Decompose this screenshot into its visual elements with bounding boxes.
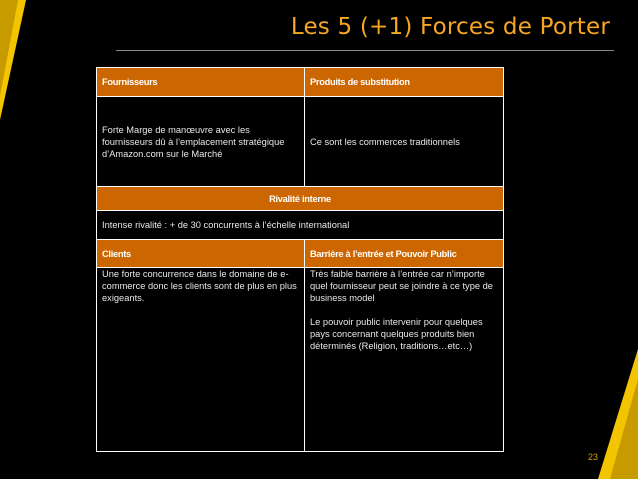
header-rivalite-interne: Rivalité interne (97, 187, 504, 211)
slide-title: Les 5 (+1) Forces de Porter (290, 14, 610, 40)
cell-produits-substitution: Ce sont les commerces traditionnels (305, 97, 504, 187)
table-row (97, 211, 504, 240)
corner-decoration-top-left-inner (0, 0, 18, 96)
header-fournisseurs: Fournisseurs (97, 68, 305, 97)
cell-clients (97, 268, 305, 452)
page-number: 23 (588, 452, 599, 462)
cell-barriere-paragraph-1: Très faible barrière à l’entrée car n’importe quel fournisseur peut se joindre à ce type de business model (310, 269, 493, 303)
cell-clients-text: Une forte concurrence dans le domaine de e-commerce donc les clients sont de plus en plus exigeants. (102, 269, 297, 303)
corner-decoration-bottom-right-inner (610, 379, 638, 479)
header-clients: Clients (97, 240, 305, 268)
table-row (97, 268, 504, 452)
header-produits-substitution: Produits de substitution (305, 68, 504, 97)
table-row (97, 240, 504, 268)
cell-barriere-pouvoir-public (305, 268, 504, 452)
title-underline (116, 50, 614, 51)
cell-fournisseurs: Forte Marge de manœuvre avec les fournisseurs dû à l’emplacement stratégique d’Amazon.com sur le Marché (97, 97, 305, 187)
porter-forces-table (96, 67, 504, 452)
header-barriere-pouvoir-public: Barrière à l’entrée et Pouvoir Public (305, 240, 504, 268)
cell-rivalite-interne: Intense rivalité : + de 30 concurrents à l’échelle international (97, 211, 504, 240)
table-row (97, 97, 504, 187)
cell-barriere-paragraph-2: Le pouvoir public intervenir pour quelques pays concernant quelques produits bien déterminés (Religion, traditions…etc…) (310, 317, 483, 351)
table-row (97, 68, 504, 97)
table-row (97, 187, 504, 211)
